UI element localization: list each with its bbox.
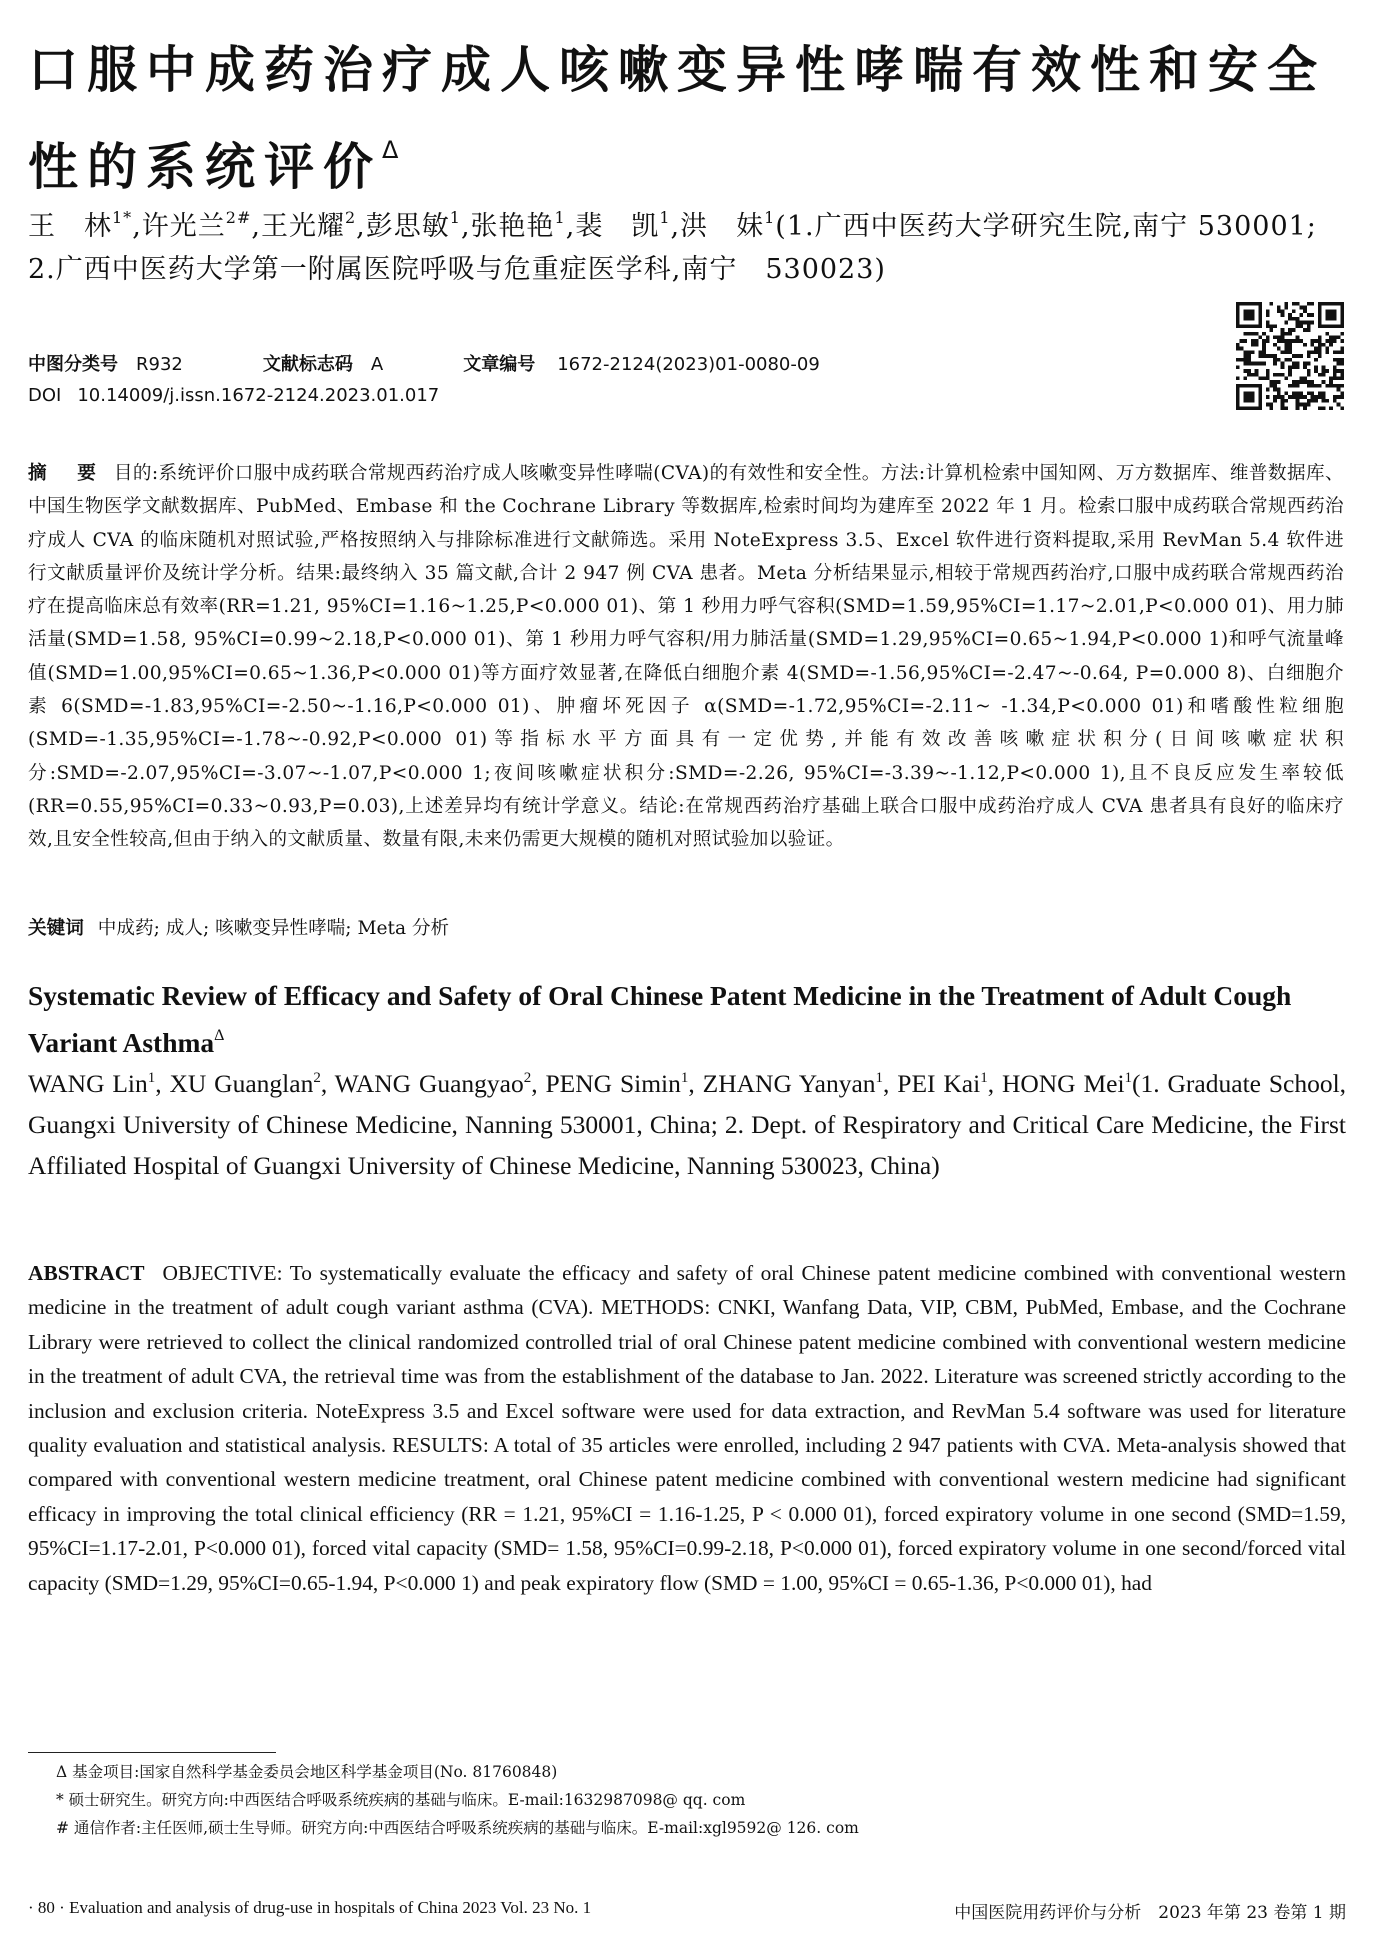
footnotes xyxy=(56,1758,1336,1842)
footnote-first-author: * 硕士研究生。研究方向:中西医结合呼吸系统疾病的基础与临床。E-mail:1632987098@ qq. com xyxy=(56,1791,746,1809)
chinese-affiliations: (1.广西中医药大学研究生院,南宁 530001; 2.广西中医药大学第一附属医院呼吸与危重症医学科,南宁 530023) xyxy=(28,211,1317,285)
english-abstract-label: ABSTRACT xyxy=(28,1261,145,1285)
qr-code-icon xyxy=(1236,302,1344,410)
footnote-divider xyxy=(28,1752,276,1753)
english-title-text: Systematic Review of Efficacy and Safety of Oral Chinese Patent Medicine in the Treatment of Adult Cough Variant Asthma xyxy=(28,980,1292,1058)
footer-journal-english: · 80 · Evaluation and analysis of drug-use in hospitals of China 2023 Vol. 23 No. 1 xyxy=(28,1898,592,1917)
chinese-title xyxy=(28,30,1348,207)
footnote-fund: Δ 基金项目:国家自然科学基金委员会地区科学基金项目(No. 81760848) xyxy=(56,1763,558,1781)
english-author-name: PENG Simin xyxy=(545,1069,681,1098)
doi-line xyxy=(28,385,439,406)
chinese-title-text: 口服中成药治疗成人咳嗽变异性哮喘有效性和安全性的系统评价 xyxy=(28,41,1326,196)
english-title-fund-mark: Δ xyxy=(214,1027,225,1044)
chinese-keywords-label: 关键词 xyxy=(28,918,84,939)
chinese-author-name: 许光兰 xyxy=(141,211,226,242)
doi-label: DOI xyxy=(28,385,62,406)
footer-journal-chinese: 中国医院用药评价与分析 2023 年第 23 卷第 1 期 xyxy=(954,1903,1346,1923)
english-affiliations: (1. Graduate School, Guangxi University of Chinese Medicine, Nanning 530001, China; 2. Dept. of Respiratory and Critical Care Medicine, the First Affiliated Hospital of Guangxi University of Chinese Medicine, Nanning 530023, China) xyxy=(28,1069,1347,1180)
chinese-author-affiliation-mark: 1 xyxy=(554,208,566,227)
chinese-author-name: 洪 妹 xyxy=(680,211,765,242)
chinese-abstract xyxy=(28,457,1344,857)
chinese-author-affiliation-mark: 1 xyxy=(449,208,461,227)
clc-value: R932 xyxy=(136,354,183,375)
chinese-author-affiliation-mark: 2# xyxy=(225,208,252,227)
english-abstract xyxy=(28,1256,1346,1600)
doc-code-label: 文献标志码 xyxy=(262,354,353,375)
english-author-name: ZHANG Yanyan xyxy=(702,1069,876,1098)
english-author-affiliation-mark: 1 xyxy=(875,1070,884,1086)
english-author-affiliation-mark: 1 xyxy=(980,1070,988,1086)
doc-code-value: A xyxy=(370,354,384,375)
chinese-author-affiliation-mark: 2 xyxy=(344,208,357,227)
english-author-affiliation-mark: 1 xyxy=(1124,1070,1133,1086)
chinese-keywords xyxy=(28,914,1344,944)
page-footer xyxy=(28,1898,1346,1928)
article-number-value: 1672-2124(2023)01-0080-09 xyxy=(557,354,820,375)
chinese-author-affiliation-mark: 1* xyxy=(112,208,133,227)
english-author-affiliation-mark: 1 xyxy=(147,1070,156,1086)
footnote-corresponding-author: # 通信作者:主任医师,硕士生导师。研究方向:中西医结合呼吸系统疾病的基础与临床。E-mail:xgl9592@ 126. com xyxy=(56,1819,859,1837)
chinese-authors xyxy=(28,196,1348,291)
chinese-author-name: 王光耀 xyxy=(260,211,345,242)
chinese-author-name: 王 林 xyxy=(28,211,112,242)
english-author-list: WANG Lin$^1$, XU Guanglan$^2$, WANG Guangyao$^2$, PENG Simin$^1$, ZHANG Yanyan$^1$, PEI Kai$^1$, HONG Mei$^1$ xyxy=(28,1069,1133,1098)
chinese-author-name: 彭思敏 xyxy=(365,211,450,242)
english-author-affiliation-mark: 1 xyxy=(680,1070,689,1086)
article-number-label: 文章编号 xyxy=(463,354,536,375)
english-author-name: WANG Lin xyxy=(28,1069,148,1098)
english-title xyxy=(28,976,1346,1063)
chinese-abstract-label: 摘 要 xyxy=(28,463,102,484)
chinese-keywords-text: 中成药; 成人; 咳嗽变异性哮喘; Meta 分析 xyxy=(97,918,450,939)
english-author-name: HONG Mei xyxy=(1001,1069,1125,1098)
chinese-author-list: 王 林$^{1*}$,许光兰$^{2\#}$,王光耀$^2$,彭思敏$^1$,张艳艳$^1$,裴 凯$^1$,洪 妹$^1$ xyxy=(28,208,776,242)
english-author-name: PEI Kai xyxy=(897,1069,981,1098)
chinese-abstract-text: 目的:系统评价口服中成药联合常规西药治疗成人咳嗽变异性哮喘(CVA)的有效性和安全性。方法:计算机检索中国知网、万方数据库、维普数据库、中国生物医学文献数据库、PubMed、Embase 和 the Cochrane Library 等数据库,检索时间均为建库至 2022 年 1 月。检索口服中成药联合常规西药治疗成人 CVA 的临床随机对照试验,严格按照纳入与排除标准进行文献筛选。采用 NoteExpress 3.5、Excel 软件进行资料提取,采用 RevMan 5.4 软件进行文献质量评价及统计学分析。结果:最终纳入 35 篇文献,合计 2 947 例 CVA 患者。Meta 分析结果显示,相较于常规西药治疗,口服中成药联合常规西药治疗在提高临床总有效率(RR=1.21, 95%CI=1.16~1.25,P<0.000 01)、第 1 秒用力呼气容积(SMD=1.59,95%CI=1.17~2.01,P<0.000 01)、用力肺活量(SMD=1.58, 95%CI=0.99~2.18,P<0.000 01)、第 1 秒用力呼气容积/用力肺活量(SMD=1.29,95%CI=0.65~1.94,P<0.000 1)和呼气流量峰值(SMD=1.00,95%CI=0.65~1.36,P<0.000 01)等方面疗效显著,在降低白细胞介素 4(SMD=-1.56,95%CI=-2.47~-0.64, P=0.000 8)、白细胞介素 6(SMD=-1.83,95%CI=-2.50~-1.16,P<0.000 01)、肿瘤坏死因子 α(SMD=-1.72,95%CI=-2.11~ -1.34,P<0.000 01)和嗜酸性粒细胞(SMD=-1.35,95%CI=-1.78~-0.92,P<0.000 01)等指标水平方面具有一定优势,并能有效改善咳嗽症状积分(日间咳嗽症状积分:SMD=-2.07,95%CI=-3.07~-1.07,P<0.000 1;夜间咳嗽症状积分:SMD=-2.26, 95%CI=-3.39~-1.12,P<0.000 1),且不良反应发生率较低(RR=0.55,95%CI=0.33~0.93,P=0.03),上述差异均有统计学意义。结论:在常规西药治疗基础上联合口服中成药治疗成人 CVA 患者具有良好的临床疗效,且安全性较高,但由于纳入的文献质量、数量有限,未来仍需更大规模的随机对照试验加以验证。 xyxy=(28,463,1344,851)
chinese-title-fund-mark: Δ xyxy=(382,136,399,164)
english-author-name: WANG Guangyao xyxy=(334,1069,524,1098)
english-authors xyxy=(28,1058,1346,1186)
english-author-affiliation-mark: 2 xyxy=(523,1070,532,1086)
chinese-author-name: 裴 凯 xyxy=(575,211,660,242)
english-author-name: XU Guanglan xyxy=(169,1069,314,1098)
clc-label: 中图分类号 xyxy=(28,354,118,375)
classification-line xyxy=(28,350,820,376)
chinese-author-name: 张艳艳 xyxy=(470,211,555,242)
english-abstract-text: OBJECTIVE: To systematically evaluate the efficacy and safety of oral Chinese patent medicine combined with conventional western medicine in the treatment of adult cough variant asthma (CVA). METHODS: CNKI, Wanfang Data, VIP, CBM, PubMed, Embase, and the Cochrane Library were retrieved to collect the clinical randomized controlled trial of oral Chinese patent medicine combined with conventional western medicine in the treatment of adult CVA, the retrieval time was from the establishment of the database to Jan. 2022. Literature was screened strictly according to the inclusion and exclusion criteria. NoteExpress 3.5 and Excel software were used for data extraction, and RevMan 5.4 software was used for literature quality evaluation and statistical analysis. RESULTS: A total of 35 articles were enrolled, including 2 947 patients with CVA. Meta-analysis showed that compared with conventional western medicine treatment, oral Chinese patent medicine combined with conventional western medicine had significant efficacy in improving the total clinical efficiency (RR = 1.21, 95%CI = 1.16-1.25, P < 0.000 01), forced expiratory volume in one second (SMD=1.59, 95%CI=1.17-2.01, P<0.000 01), forced vital capacity (SMD= 1.58, 95%CI=0.99-2.18, P<0.000 01), forced expiratory volume in one second/forced vital capacity (SMD=1.29, 95%CI=0.65-1.94, P<0.000 1) and peak expiratory flow (SMD = 1.00, 95%CI = 0.65-1.36, P<0.000 01), had xyxy=(28,1261,1346,1595)
english-author-affiliation-mark: 2 xyxy=(313,1070,321,1086)
doi-value: 10.14009/j.issn.1672-2124.2023.01.017 xyxy=(77,385,440,406)
chinese-author-affiliation-mark: 1 xyxy=(764,208,776,227)
chinese-author-affiliation-mark: 1 xyxy=(659,208,671,227)
